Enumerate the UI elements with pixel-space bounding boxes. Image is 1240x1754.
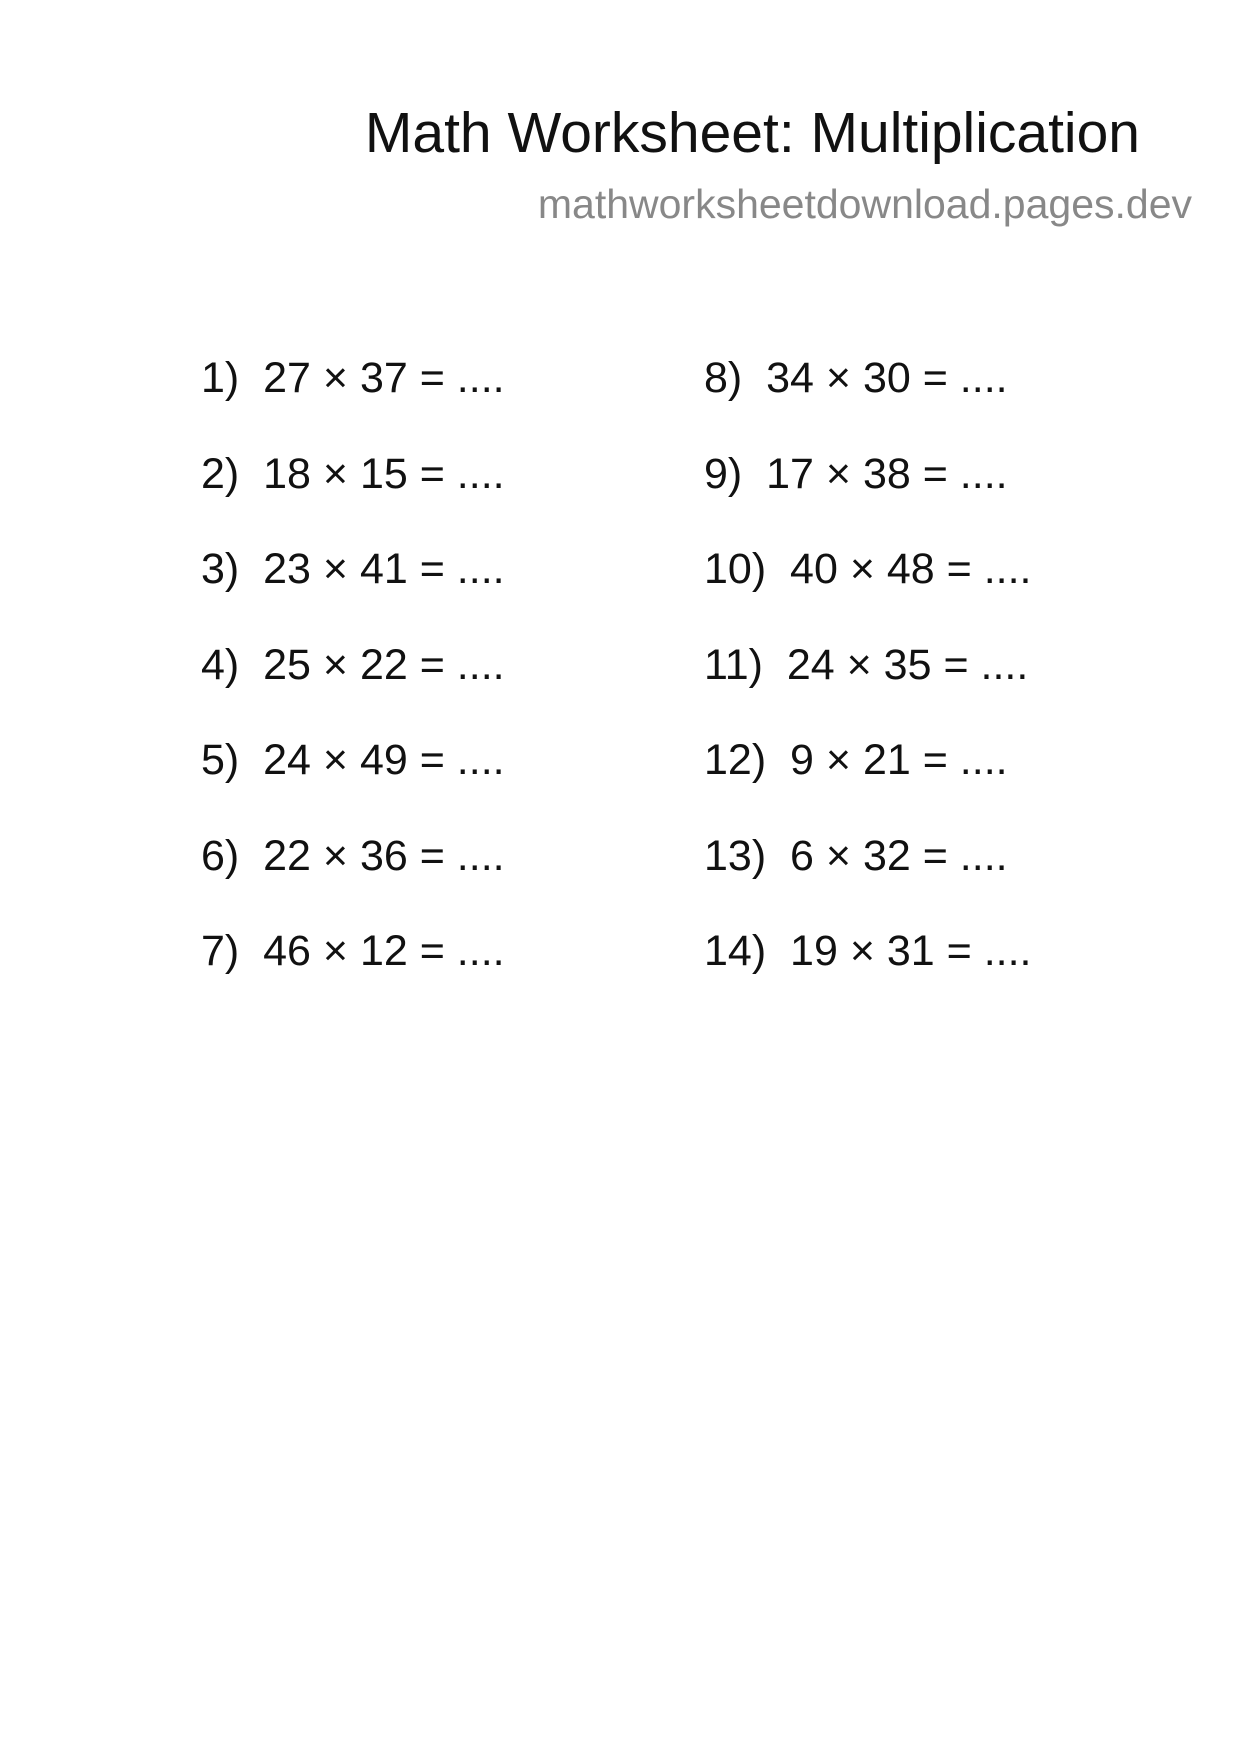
- worksheet-title: Math Worksheet: Multiplication: [364, 101, 1140, 165]
- problem-column-right: [704, 348, 1032, 1017]
- problem-item: 1) 27 × 37 = ....: [201, 354, 505, 402]
- problem-item: 7) 46 × 12 = ....: [201, 927, 505, 975]
- problem-item: 12) 9 × 21 = ....: [704, 736, 1008, 784]
- problem-item: 6) 22 × 36 = ....: [201, 831, 505, 880]
- problem-item: 10) 40 × 48 = ....: [704, 545, 1032, 593]
- problem-item: 5) 24 × 49 = ....: [201, 736, 505, 784]
- problem-item: 3) 23 × 41 = ....: [201, 545, 505, 593]
- worksheet-subtitle: mathworksheetdownload.pages.dev: [537, 181, 1192, 227]
- problem-item: 14) 19 × 31 = ....: [704, 927, 1032, 975]
- problem-item: 4) 25 × 22 = ....: [201, 640, 505, 689]
- problem-item: 8) 34 × 30 = ....: [704, 354, 1008, 402]
- problem-item: 9) 17 × 38 = ....: [704, 449, 1008, 498]
- problem-item: 11) 24 × 35 = ....: [704, 640, 1029, 689]
- problem-item: 2) 18 × 15 = ....: [201, 449, 505, 498]
- problem-item: 13) 6 × 32 = ....: [704, 831, 1008, 880]
- problem-column-left: [201, 348, 505, 1017]
